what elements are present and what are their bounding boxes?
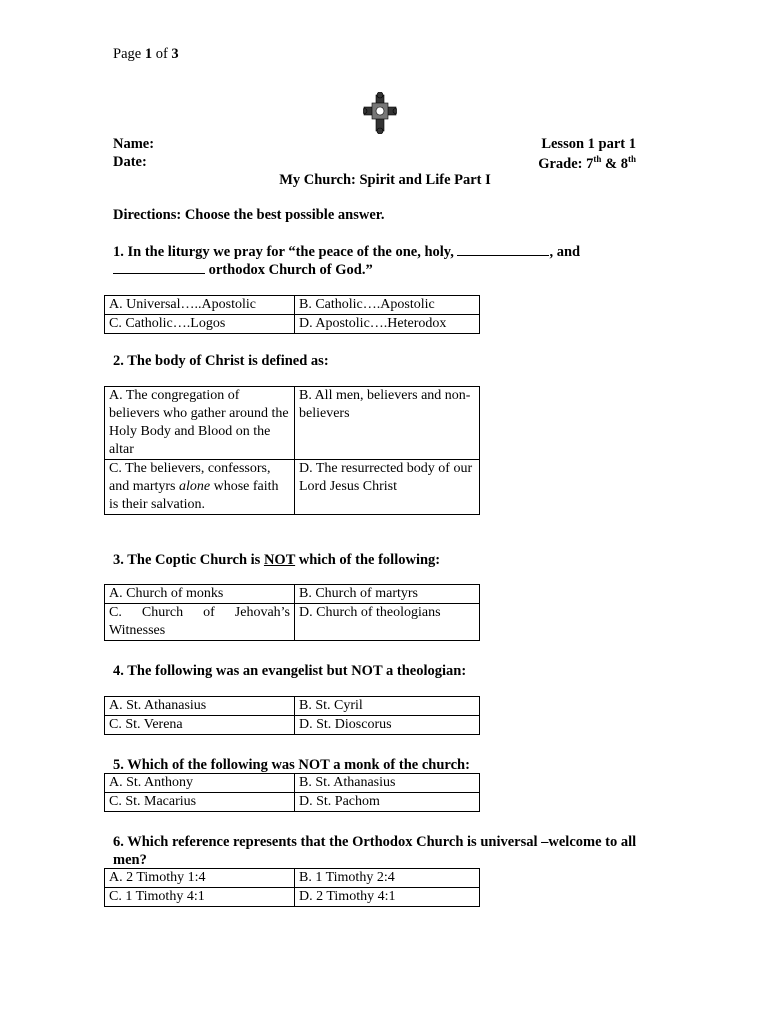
question-1: 1. In the liturgy we pray for “the peace of the one, holy, , and orthodox Church of God.” — [113, 244, 581, 278]
answer-table-1 — [104, 295, 480, 334]
answer-a[interactable]: A. Church of monks — [105, 585, 295, 604]
question-4: 4. The following was an evangelist but NOT a theologian: — [113, 663, 467, 679]
answer-c[interactable]: C. St. Macarius — [105, 793, 295, 812]
answer-c[interactable]: C. Catholic….Logos — [105, 315, 295, 334]
answer-b[interactable]: B. St. Athanasius — [295, 774, 480, 793]
answer-b[interactable]: B. St. Cyril — [295, 697, 480, 716]
directions: Directions: Choose the best possible answer. — [113, 207, 385, 223]
answer-a[interactable]: A. The congregation of believers who gather around the Holy Body and Blood on the altar — [105, 387, 295, 460]
answer-d[interactable]: D. Apostolic….Heterodox — [295, 315, 480, 334]
answer-table-5 — [104, 773, 480, 812]
coptic-cross-icon — [363, 92, 397, 134]
answer-d[interactable]: D. St. Pachom — [295, 793, 480, 812]
answer-c[interactable]: C. 1 Timothy 4:1 — [105, 888, 295, 907]
answer-c[interactable]: C. The believers, confessors, and martyrs alone whose faith is their salvation. — [105, 460, 295, 515]
answer-b[interactable]: B. Catholic….Apostolic — [295, 296, 480, 315]
answer-d[interactable]: D. Church of theologians — [295, 604, 480, 641]
answer-table-3 — [104, 584, 480, 641]
question-3: 3. The Coptic Church is NOT which of the following: — [113, 552, 441, 568]
page-number: Page 1 of 3 — [113, 46, 179, 62]
answer-d[interactable]: D. The resurrected body of our Lord Jesus Christ — [295, 460, 480, 515]
answer-table-6 — [104, 868, 480, 907]
grade-label: Grade: 7th & 8th — [538, 154, 636, 172]
answer-d[interactable]: D. 2 Timothy 4:1 — [295, 888, 480, 907]
answer-c[interactable]: C. St. Verena — [105, 716, 295, 735]
date-label: Date: — [113, 154, 147, 170]
answer-table-2 — [104, 386, 480, 515]
answer-b[interactable]: B. 1 Timothy 2:4 — [295, 869, 480, 888]
answer-a[interactable]: A. St. Anthony — [105, 774, 295, 793]
blank-line — [113, 272, 205, 274]
answer-d[interactable]: D. St. Dioscorus — [295, 716, 480, 735]
answer-b[interactable]: B. Church of martyrs — [295, 585, 480, 604]
blank-line — [457, 254, 549, 256]
question-2: 2. The body of Christ is defined as: — [113, 353, 329, 369]
worksheet-title: My Church: Spirit and Life Part I — [279, 172, 491, 188]
answer-b[interactable]: B. All men, believers and non-believers — [295, 387, 480, 460]
answer-a[interactable]: A. 2 Timothy 1:4 — [105, 869, 295, 888]
answer-table-4 — [104, 696, 480, 735]
question-6: 6. Which reference represents that the Orthodox Church is universal –welcome to all men? — [113, 834, 637, 868]
answer-a[interactable]: A. St. Athanasius — [105, 697, 295, 716]
lesson-label: Lesson 1 part 1 — [541, 136, 636, 152]
answer-c[interactable]: C. Church of Jehovah’s Witnesses — [105, 604, 295, 641]
name-label: Name: — [113, 136, 155, 152]
question-5: 5. Which of the following was NOT a monk of the church: — [113, 757, 470, 773]
answer-a[interactable]: A. Universal…..Apostolic — [105, 296, 295, 315]
